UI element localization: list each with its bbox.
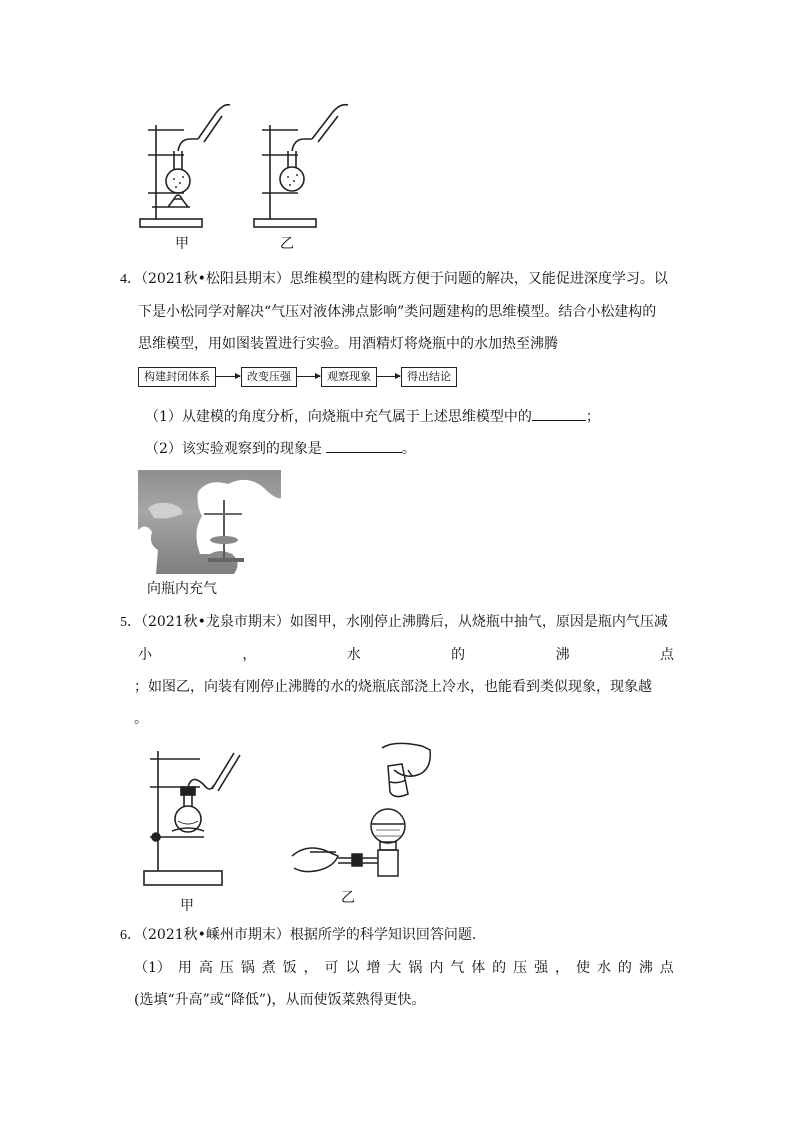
q5-word-2: 水 bbox=[346, 647, 361, 663]
apparatus-figure-a bbox=[138, 95, 233, 230]
q5-source: （2021秋•龙泉市期末） bbox=[141, 614, 290, 630]
apparatus-figure-c bbox=[142, 745, 242, 890]
q6-line-3: (选填“升高”或“降低”)，从而使饭菜熟得更快。 bbox=[134, 992, 426, 1008]
q6-char: 用 bbox=[177, 960, 192, 976]
q6-char: 点 bbox=[659, 960, 674, 976]
q6-char: 可 bbox=[324, 960, 339, 976]
apparatus-figure-d bbox=[290, 740, 450, 885]
figure-label-a: 甲 bbox=[175, 236, 189, 252]
q5-word-4: 沸 bbox=[555, 647, 570, 663]
q6-number: 6． bbox=[120, 928, 141, 943]
q6-char: 增 bbox=[366, 960, 381, 976]
figure-label-c: 甲 bbox=[180, 898, 194, 914]
q6-char: 内 bbox=[429, 960, 444, 976]
flow-arrow-3 bbox=[376, 376, 400, 377]
q6-text-1: 根据所学的科学知识回答问题. bbox=[289, 927, 477, 943]
flow-step-1: 构建封闭体系 bbox=[138, 367, 216, 387]
q6-char: 压 bbox=[219, 960, 234, 976]
figure-label-d: 乙 bbox=[341, 890, 355, 906]
q4-number: 4． bbox=[120, 272, 141, 287]
experiment-photo bbox=[138, 470, 281, 574]
q6-char: 体 bbox=[471, 960, 486, 976]
q6-char: 锅 bbox=[408, 960, 423, 976]
q6-char: 沸 bbox=[638, 960, 653, 976]
q6-line-2 bbox=[134, 958, 674, 978]
apparatus-figure-b bbox=[252, 95, 352, 230]
q5-word-3: 的 bbox=[451, 647, 466, 663]
q6-char: ， bbox=[303, 960, 318, 976]
q5-line-2 bbox=[138, 645, 674, 665]
q6-char: 饭 bbox=[282, 960, 297, 976]
q5-line-1 bbox=[120, 612, 674, 633]
q4-sub-1-end: ； bbox=[585, 409, 600, 425]
q6-char: 压 bbox=[513, 960, 528, 976]
q4-sub-2-text: （2）该实验观察到的现象是 bbox=[145, 441, 322, 457]
answer-blank-2[interactable] bbox=[326, 437, 402, 453]
q6-line-1 bbox=[120, 925, 674, 946]
q5-line-3: ；如图乙，向装有刚停止沸腾的水的烧瓶底部浇上冷水，也能看到类似现象，现象越 bbox=[134, 679, 652, 695]
q4-line-2: 下是小松同学对解决“气压对液体沸点影响”类问题建构的思维模型。结合小松建构的 bbox=[138, 304, 657, 320]
q6-char: 以 bbox=[345, 960, 360, 976]
answer-blank-1[interactable] bbox=[532, 405, 586, 421]
photo-caption: 向瓶内充气 bbox=[147, 581, 217, 597]
q6-char: 强 bbox=[534, 960, 549, 976]
flow-arrow-2 bbox=[296, 376, 320, 377]
q4-line-3: 思维模型，用如图装置进行实验。用酒精灯将烧瓶中的水加热至沸腾 bbox=[138, 336, 558, 352]
flow-arrow-1 bbox=[215, 376, 240, 377]
q5-word-1: ， bbox=[242, 647, 257, 663]
q4-sub-1 bbox=[145, 405, 681, 427]
figure-label-b: 乙 bbox=[280, 236, 294, 252]
q6-char: 水 bbox=[596, 960, 611, 976]
q4-sub-1-text: （1）从建模的角度分析，向烧瓶中充气属于上述思维模型中的 bbox=[145, 409, 532, 425]
q4-line-1 bbox=[120, 269, 674, 290]
q5-text-1: 如图甲，水刚停止沸腾后，从烧瓶中抽气，原因是瓶内气压减 bbox=[289, 614, 668, 630]
q4-sub-2-end: 。 bbox=[401, 441, 416, 457]
q5-line-4: 。 bbox=[134, 711, 148, 727]
q5-number: 5． bbox=[120, 615, 141, 630]
q6-char: ， bbox=[555, 960, 570, 976]
q6-char: 的 bbox=[492, 960, 507, 976]
q6-char: 煮 bbox=[261, 960, 276, 976]
flow-step-4: 得出结论 bbox=[401, 367, 457, 387]
q6-char: 高 bbox=[198, 960, 213, 976]
q6-char: 锅 bbox=[240, 960, 255, 976]
q4-text-1: 思维模型的建构既方便于问题的解决，又能促进深度学习。以 bbox=[289, 271, 668, 287]
q6-char: 大 bbox=[387, 960, 402, 976]
q6-char: 使 bbox=[575, 960, 590, 976]
q6-char: 的 bbox=[617, 960, 632, 976]
q4-sub-2 bbox=[145, 437, 681, 459]
q5-word-0: 小 bbox=[138, 647, 152, 663]
q6-char: 气 bbox=[450, 960, 465, 976]
flow-step-3: 观察现象 bbox=[321, 367, 377, 387]
q6-char: （1） bbox=[134, 960, 171, 976]
q6-source: （2021秋•嵊州市期末） bbox=[141, 927, 290, 943]
q5-word-5: 点 bbox=[659, 647, 674, 663]
flow-step-2: 改变压强 bbox=[241, 367, 297, 387]
q4-source: （2021秋•松阳县期末） bbox=[141, 271, 290, 287]
